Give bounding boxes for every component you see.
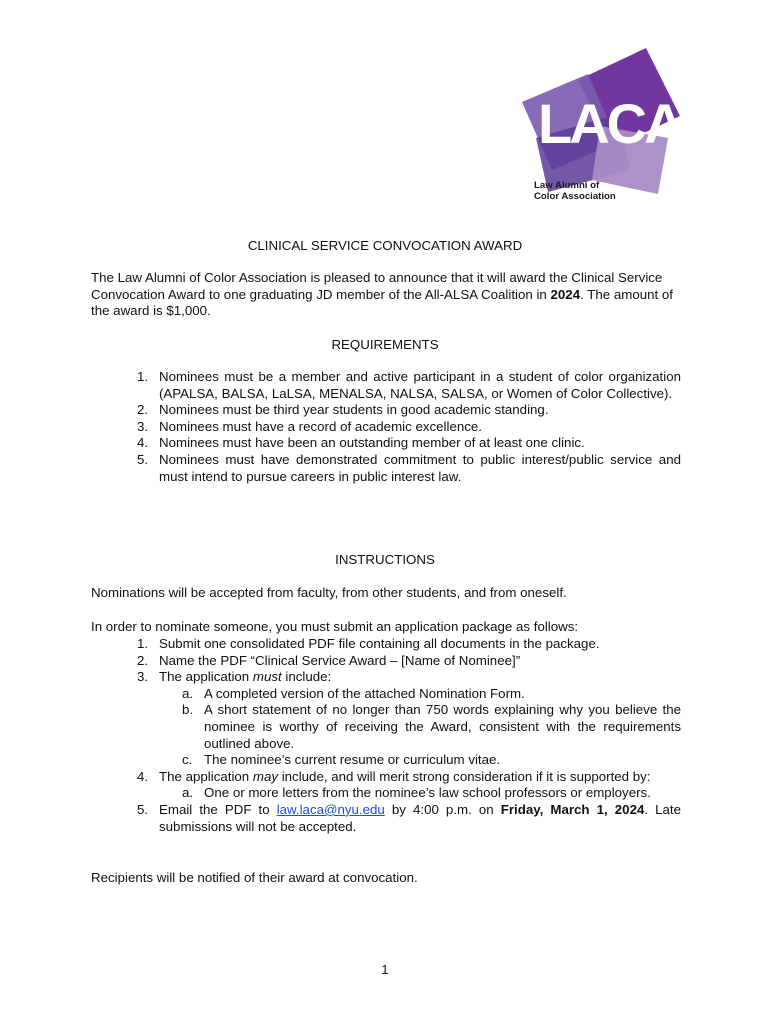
subitem-text: A short statement of no longer than 750 words explaining why you believe the nominee is worthy of receiving the Award, consistent with the requirements outlined above. bbox=[204, 702, 681, 751]
intro-paragraph bbox=[91, 270, 681, 320]
subitem-letter: a. bbox=[182, 685, 194, 701]
instruction-sublist bbox=[159, 785, 681, 802]
requirement-text: Nominees must have demonstrated commitment to public interest/public service and must intend to pursue careers in public interest law. bbox=[159, 451, 681, 484]
subitem-text: One or more letters from the nominee’s law school professors or employers. bbox=[204, 785, 651, 801]
instruction-text: Submit one consolidated PDF file containing all documents in the package. bbox=[159, 636, 600, 651]
instruction-text: by 4:00 p.m. on bbox=[384, 801, 501, 817]
closing-paragraph: Recipients will be notified of their award at convocation. bbox=[91, 870, 418, 885]
requirements-list bbox=[137, 369, 681, 485]
instruction-number: 2. bbox=[137, 652, 149, 668]
requirement-text: Nominees must be a member and active participant in a student of color organization (APALSA, BALSA, LaLSA, MENALSA, NALSA, SALSA, or Women of Color Collective). bbox=[159, 369, 681, 401]
requirement-number: 1. bbox=[137, 369, 149, 384]
instruction-text: include, and will merit strong consideration if it is supported by: bbox=[278, 768, 651, 784]
instruction-subitem bbox=[182, 702, 681, 752]
instructions-paragraph-2: In order to nominate someone, you must submit an application package as follows: bbox=[91, 619, 579, 634]
intro-text-after: . The amount of the award is $1,000. bbox=[91, 286, 673, 319]
requirement-number: 4. bbox=[137, 435, 149, 451]
instruction-text: Name the PDF “Clinical Service Award – [Name of Nominee]” bbox=[159, 652, 521, 668]
requirements-heading: REQUIREMENTS bbox=[331, 337, 439, 352]
logo-subtitle-line2: Color Association bbox=[534, 191, 616, 202]
requirement-item bbox=[137, 451, 681, 485]
instruction-text: . Late submissions will not be accepted. bbox=[159, 801, 681, 834]
instruction-sublist bbox=[159, 686, 681, 769]
instruction-number: 1. bbox=[137, 636, 149, 651]
intro-text-before: The Law Alumni of Color Association is pleased to announce that it will award the Clinical Service Convocation Award to one graduating JD member of the All-ALSA Coalition in bbox=[91, 270, 663, 302]
subitem-text: A completed version of the attached Nomination Form. bbox=[204, 685, 525, 701]
email-link[interactable]: law.laca@nyu.edu bbox=[276, 801, 385, 817]
requirement-text: Nominees must have been an outstanding member of at least one clinic. bbox=[159, 435, 585, 451]
instruction-item bbox=[137, 636, 681, 653]
intro-year: 2024 bbox=[550, 286, 581, 302]
instruction-subitem bbox=[182, 685, 681, 703]
requirement-text: Nominees must be third year students in good academic standing. bbox=[159, 402, 549, 418]
logo-word: LACA bbox=[538, 92, 682, 155]
instruction-text: Email the PDF to bbox=[159, 801, 277, 817]
requirement-item bbox=[137, 369, 681, 402]
requirement-number: 3. bbox=[137, 418, 149, 434]
subitem-text: The nominee’s current resume or curriculum vitae. bbox=[204, 752, 501, 768]
instruction-number: 5. bbox=[137, 801, 149, 817]
subitem-letter: c. bbox=[182, 752, 193, 768]
instruction-number: 3. bbox=[137, 669, 149, 685]
requirement-text: Nominees must have a record of academic excellence. bbox=[159, 418, 482, 434]
instruction-item bbox=[137, 768, 681, 802]
instruction-item bbox=[137, 652, 681, 670]
requirement-item bbox=[137, 418, 681, 436]
requirement-item bbox=[137, 402, 681, 419]
instruction-emphasis: may bbox=[252, 768, 279, 784]
laca-logo bbox=[508, 44, 683, 209]
instruction-text: include: bbox=[281, 669, 332, 685]
subitem-letter: a. bbox=[182, 785, 194, 801]
instruction-emphasis: must bbox=[252, 669, 282, 685]
instruction-subitem bbox=[182, 752, 681, 769]
instruction-item bbox=[137, 801, 681, 835]
logo-subtitle bbox=[534, 180, 616, 202]
instruction-text: The application bbox=[159, 669, 253, 685]
instructions-heading: INSTRUCTIONS bbox=[335, 552, 435, 567]
logo-subtitle-line1: Law Alumni of bbox=[534, 180, 600, 191]
instruction-number: 4. bbox=[137, 768, 149, 784]
requirement-number: 2. bbox=[137, 402, 149, 418]
document-title: CLINICAL SERVICE CONVOCATION AWARD bbox=[247, 238, 523, 253]
instructions-list bbox=[137, 636, 681, 835]
requirement-item bbox=[137, 435, 681, 452]
instructions-paragraph-1: Nominations will be accepted from faculty, from other students, and from oneself. bbox=[91, 585, 567, 600]
instruction-text: The application bbox=[159, 768, 253, 784]
requirement-number: 5. bbox=[137, 451, 149, 467]
deadline-date: Friday, March 1, 2024 bbox=[500, 801, 645, 817]
instruction-item bbox=[137, 669, 681, 769]
subitem-letter: b. bbox=[182, 702, 194, 718]
instruction-subitem bbox=[182, 785, 681, 802]
page-number: 1 bbox=[381, 962, 389, 977]
